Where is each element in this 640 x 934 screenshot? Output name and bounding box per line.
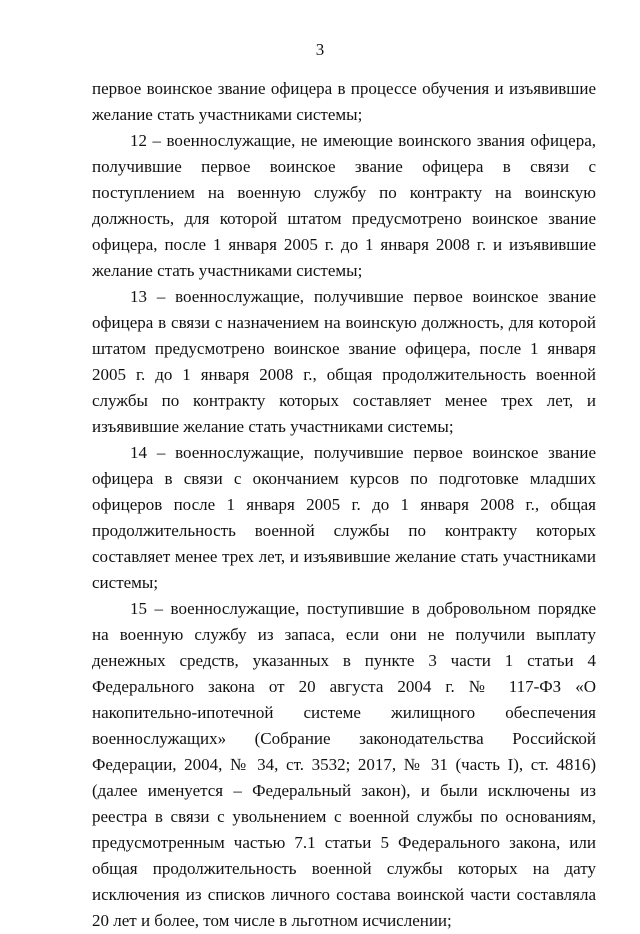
paragraph-item-13: 13 – военнослужащие, получившие первое воинское звание офицера в связи с назначением на воинскую должность, для которой штатом предусмотрено воинское звание офицера, после 1 января 2005 г. до 1 января 2008 г., общая продолжительность военной службы по контракту которых составляет менее трех лет, и изъявившие желание стать участниками системы; [92, 287, 596, 436]
page-number: 3 [315, 40, 325, 59]
paragraph-item-12: 12 – военнослужащие, не имеющие воинского звания офицера, получившие первое воинское звание офицера в связи с поступлением на военную службу по контракту на воинскую должность, для которой штатом предусмотрено воинское звание офицера, после 1 января 2005 г. до 1 января 2008 г. и изъявившие желание стать участниками системы; [92, 131, 596, 280]
document-body [92, 76, 596, 934]
paragraph-item-14: 14 – военнослужащие, получившие первое воинское звание офицера в связи с окончанием курсов по подготовке младших офицеров после 1 января 2005 г. до 1 января 2008 г., общая продолжительность военной службы по контракту которых составляет менее трех лет, и изъявившие желание стать участниками системы; [92, 443, 596, 592]
paragraph-continuation: первое воинское звание офицера в процессе обучения и изъявившие желание стать участниками системы; [92, 79, 596, 124]
paragraph-item-15: 15 – военнослужащие, поступившие в добровольном порядке на военную службу из запаса, если они не получили выплату денежных средств, указанных в пункте 3 части 1 статьи 4 Федерального закона от 20 августа 2004 г. № 117-ФЗ «О накопительно-ипотечной системе жилищного обеспечения военнослужащих» (Собрание законодательства Российской Федерации, 2004, № 34, ст. 3532; 2017, № 31 (часть I), ст. 4816) (далее именуется – Федеральный закон), и были исключены из реестра в связи с увольнением с военной службы по основаниям, предусмотренным частью 7.1 статьи 5 Федерального закона, или общая продолжительность военной службы которых на дату исключения из списков личного состава воинской части составляла 20 лет и более, том числе в льготном исчислении; [92, 599, 596, 930]
